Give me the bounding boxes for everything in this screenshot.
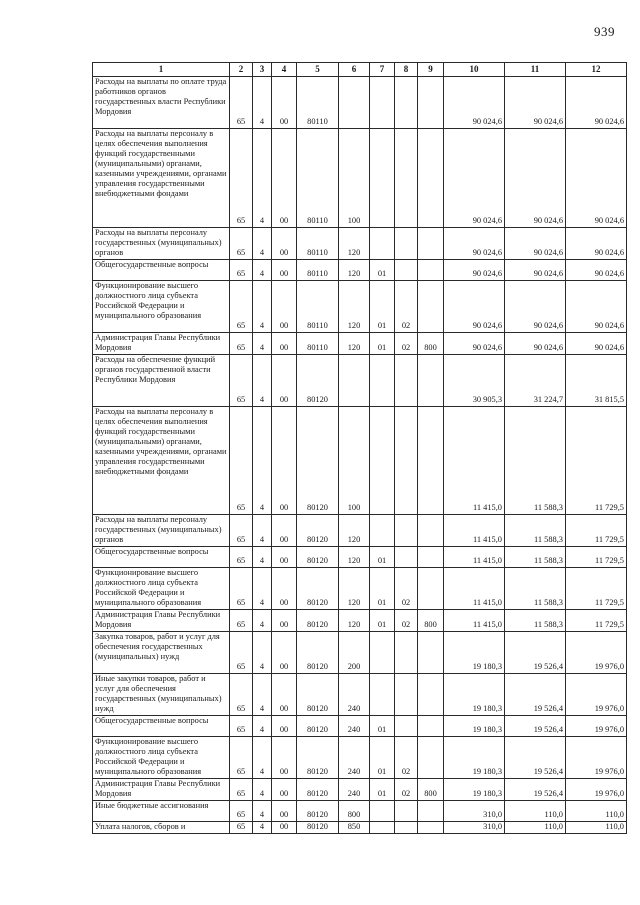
cell-col-6: 120: [339, 333, 370, 355]
cell-col-6: 120: [339, 610, 370, 632]
row-name-cell: [93, 228, 230, 260]
cell-col-2: 65: [230, 547, 253, 568]
cell-col-7: [370, 407, 395, 515]
cell-col-2: 65: [230, 822, 253, 834]
table-row: [93, 407, 627, 515]
cell-col-8: [395, 515, 418, 547]
row-name-cell: [93, 515, 230, 547]
table-row: [93, 260, 627, 281]
cell-col-2: 65: [230, 674, 253, 716]
cell-col-8: [395, 674, 418, 716]
cell-col-11: 90 024,6: [505, 260, 566, 281]
cell-col-4: 00: [272, 547, 297, 568]
cell-col-11: 31 224,7: [505, 355, 566, 407]
row-name-cell: [93, 801, 230, 822]
cell-col-10: 90 024,6: [444, 77, 505, 129]
cell-col-6: 120: [339, 547, 370, 568]
cell-col-4: 00: [272, 632, 297, 674]
cell-col-6: 100: [339, 129, 370, 228]
cell-col-9: 800: [418, 779, 444, 801]
cell-col-9: [418, 355, 444, 407]
page-number: 939: [594, 24, 615, 39]
cell-col-2: 65: [230, 779, 253, 801]
row-name-cell: [93, 632, 230, 674]
table-row: [93, 77, 627, 129]
cell-col-9: [418, 674, 444, 716]
cell-col-9: 800: [418, 610, 444, 632]
cell-col-12: 90 024,6: [566, 77, 627, 129]
column-header-9: 9: [418, 63, 444, 77]
cell-col-8: 02: [395, 779, 418, 801]
cell-col-4: 00: [272, 260, 297, 281]
cell-col-11: 90 024,6: [505, 228, 566, 260]
cell-col-2: 65: [230, 801, 253, 822]
row-name-text: Уплата налогов, сборов и: [95, 822, 186, 831]
cell-col-5: 80120: [297, 822, 339, 834]
column-header-7: 7: [370, 63, 395, 77]
cell-col-10: 11 415,0: [444, 407, 505, 515]
cell-col-5: 80120: [297, 568, 339, 610]
cell-col-7: 01: [370, 610, 395, 632]
column-header-4: 4: [272, 63, 297, 77]
cell-col-10: 19 180,3: [444, 674, 505, 716]
cell-col-12: 11 729,5: [566, 515, 627, 547]
cell-col-8: [395, 228, 418, 260]
cell-col-3: 4: [253, 407, 272, 515]
cell-col-12: 11 729,5: [566, 568, 627, 610]
cell-col-5: 80120: [297, 716, 339, 737]
budget-table: [92, 62, 627, 834]
row-name-text: Общегосударственные вопросы: [95, 547, 209, 556]
cell-col-11: 110,0: [505, 822, 566, 834]
row-name-text: Администрация Главы Республики Мордовия: [95, 610, 221, 629]
row-name-cell: [93, 333, 230, 355]
cell-col-11: 90 024,6: [505, 281, 566, 333]
cell-col-3: 4: [253, 568, 272, 610]
cell-col-11: 11 588,3: [505, 568, 566, 610]
cell-col-3: 4: [253, 801, 272, 822]
cell-col-4: 00: [272, 568, 297, 610]
cell-col-4: 00: [272, 674, 297, 716]
table-row: [93, 674, 627, 716]
cell-col-11: 19 526,4: [505, 737, 566, 779]
cell-col-2: 65: [230, 737, 253, 779]
cell-col-10: 11 415,0: [444, 515, 505, 547]
cell-col-8: [395, 355, 418, 407]
cell-col-8: 02: [395, 568, 418, 610]
cell-col-6: 100: [339, 407, 370, 515]
cell-col-11: 11 588,3: [505, 547, 566, 568]
column-header-12: 12: [566, 63, 627, 77]
table-row: [93, 779, 627, 801]
cell-col-4: 00: [272, 407, 297, 515]
cell-col-5: 80120: [297, 407, 339, 515]
cell-col-7: 01: [370, 333, 395, 355]
cell-col-11: 110,0: [505, 801, 566, 822]
cell-col-12: 11 729,5: [566, 407, 627, 515]
cell-col-8: [395, 77, 418, 129]
cell-col-9: [418, 515, 444, 547]
row-name-text: Администрация Главы Республики Мордовия: [95, 333, 221, 352]
cell-col-4: 00: [272, 610, 297, 632]
row-name-text: Администрация Главы Республики Мордовия: [95, 779, 221, 798]
cell-col-8: [395, 260, 418, 281]
row-name-cell: [93, 610, 230, 632]
cell-col-10: 19 180,3: [444, 716, 505, 737]
row-name-text: Функционирование высшего должностного лица субъекта Российской Федерации и муниципального образования: [95, 281, 202, 320]
cell-col-4: 00: [272, 822, 297, 834]
table-body: [93, 77, 627, 834]
cell-col-3: 4: [253, 716, 272, 737]
row-name-text: Расходы на обеспечение функций органов государственной власти Республики Мордовия: [95, 355, 216, 384]
cell-col-8: 02: [395, 610, 418, 632]
cell-col-2: 65: [230, 281, 253, 333]
cell-col-2: 65: [230, 716, 253, 737]
cell-col-5: 80120: [297, 610, 339, 632]
cell-col-9: [418, 822, 444, 834]
cell-col-12: 90 024,6: [566, 260, 627, 281]
cell-col-8: [395, 129, 418, 228]
cell-col-12: 19 976,0: [566, 779, 627, 801]
row-name-cell: [93, 822, 230, 834]
cell-col-12: 31 815,5: [566, 355, 627, 407]
cell-col-3: 4: [253, 547, 272, 568]
table-row: [93, 547, 627, 568]
cell-col-12: 19 976,0: [566, 716, 627, 737]
row-name-cell: [93, 355, 230, 407]
cell-col-7: 01: [370, 260, 395, 281]
cell-col-11: 90 024,6: [505, 333, 566, 355]
table-row: [93, 568, 627, 610]
cell-col-8: [395, 632, 418, 674]
cell-col-5: 80110: [297, 228, 339, 260]
column-header-6: 6: [339, 63, 370, 77]
cell-col-5: 80110: [297, 129, 339, 228]
cell-col-7: [370, 632, 395, 674]
cell-col-3: 4: [253, 610, 272, 632]
cell-col-7: 01: [370, 779, 395, 801]
cell-col-5: 80110: [297, 260, 339, 281]
cell-col-4: 00: [272, 801, 297, 822]
cell-col-12: 19 976,0: [566, 632, 627, 674]
row-name-cell: [93, 716, 230, 737]
cell-col-3: 4: [253, 674, 272, 716]
cell-col-5: 80120: [297, 674, 339, 716]
column-header-8: 8: [395, 63, 418, 77]
cell-col-2: 65: [230, 77, 253, 129]
row-name-cell: [93, 674, 230, 716]
cell-col-7: [370, 822, 395, 834]
row-name-text: Расходы на выплаты персоналу в целях обеспечения выполнения функций государственными (муниципальными) органами, казенными учреждениями, органами управления государственными внебюджетными фондами: [95, 407, 227, 476]
cell-col-5: 80120: [297, 801, 339, 822]
cell-col-9: [418, 228, 444, 260]
cell-col-9: [418, 568, 444, 610]
row-name-text: Расходы на выплаты персоналу государственных (муниципальных) органов: [95, 228, 222, 257]
cell-col-6: 850: [339, 822, 370, 834]
cell-col-4: 00: [272, 281, 297, 333]
cell-col-7: 01: [370, 568, 395, 610]
row-name-cell: [93, 779, 230, 801]
cell-col-4: 00: [272, 129, 297, 228]
cell-col-9: [418, 801, 444, 822]
cell-col-9: [418, 716, 444, 737]
cell-col-8: [395, 547, 418, 568]
cell-col-10: 90 024,6: [444, 260, 505, 281]
cell-col-9: 800: [418, 333, 444, 355]
table-header-row: [93, 63, 627, 77]
cell-col-4: 00: [272, 779, 297, 801]
cell-col-10: 310,0: [444, 801, 505, 822]
row-name-cell: [93, 77, 230, 129]
cell-col-6: 240: [339, 779, 370, 801]
cell-col-3: 4: [253, 228, 272, 260]
cell-col-5: 80110: [297, 333, 339, 355]
table-row: [93, 129, 627, 228]
cell-col-11: 19 526,4: [505, 674, 566, 716]
cell-col-3: 4: [253, 260, 272, 281]
row-name-text: Закупка товаров, работ и услуг для обеспечения государственных (муниципальных) нужд: [95, 632, 220, 661]
row-name-text: Расходы на выплаты персоналу в целях обеспечения выполнения функций государственными (муниципальными) органами, казенными учреждениями, органами управления государственными внебюджетными фондами: [95, 129, 227, 198]
cell-col-8: 02: [395, 737, 418, 779]
cell-col-5: 80120: [297, 737, 339, 779]
cell-col-6: 240: [339, 716, 370, 737]
cell-col-3: 4: [253, 77, 272, 129]
column-header-5: 5: [297, 63, 339, 77]
cell-col-5: 80110: [297, 77, 339, 129]
table-row: [93, 716, 627, 737]
row-name-text: Функционирование высшего должностного лица субъекта Российской Федерации и муниципального образования: [95, 568, 202, 607]
cell-col-7: [370, 355, 395, 407]
cell-col-3: 4: [253, 281, 272, 333]
row-name-text: Общегосударственные вопросы: [95, 260, 209, 269]
row-name-text: Общегосударственные вопросы: [95, 716, 209, 725]
cell-col-5: 80120: [297, 632, 339, 674]
cell-col-12: 90 024,6: [566, 228, 627, 260]
table-row: [93, 355, 627, 407]
cell-col-6: [339, 77, 370, 129]
cell-col-4: 00: [272, 228, 297, 260]
cell-col-3: 4: [253, 822, 272, 834]
table-row: [93, 822, 627, 834]
cell-col-7: 01: [370, 547, 395, 568]
cell-col-7: [370, 77, 395, 129]
cell-col-6: 240: [339, 674, 370, 716]
cell-col-2: 65: [230, 632, 253, 674]
cell-col-12: 90 024,6: [566, 333, 627, 355]
cell-col-5: 80120: [297, 355, 339, 407]
cell-col-11: 19 526,4: [505, 779, 566, 801]
cell-col-2: 65: [230, 129, 253, 228]
cell-col-8: 02: [395, 281, 418, 333]
cell-col-7: 01: [370, 281, 395, 333]
cell-col-12: 19 976,0: [566, 674, 627, 716]
cell-col-6: 120: [339, 568, 370, 610]
column-header-10: 10: [444, 63, 505, 77]
cell-col-12: 90 024,6: [566, 281, 627, 333]
cell-col-11: 11 588,3: [505, 407, 566, 515]
cell-col-2: 65: [230, 515, 253, 547]
cell-col-6: 120: [339, 260, 370, 281]
column-header-2: 2: [230, 63, 253, 77]
cell-col-11: 90 024,6: [505, 77, 566, 129]
cell-col-6: 800: [339, 801, 370, 822]
cell-col-4: 00: [272, 333, 297, 355]
cell-col-9: [418, 737, 444, 779]
table-row: [93, 281, 627, 333]
cell-col-10: 11 415,0: [444, 547, 505, 568]
cell-col-9: [418, 632, 444, 674]
cell-col-10: 11 415,0: [444, 568, 505, 610]
row-name-cell: [93, 568, 230, 610]
table-row: [93, 610, 627, 632]
cell-col-5: 80120: [297, 547, 339, 568]
cell-col-12: 11 729,5: [566, 547, 627, 568]
table-row: [93, 333, 627, 355]
cell-col-6: 120: [339, 281, 370, 333]
cell-col-2: 65: [230, 228, 253, 260]
cell-col-9: [418, 129, 444, 228]
cell-col-10: 19 180,3: [444, 737, 505, 779]
cell-col-6: [339, 355, 370, 407]
table-row: [93, 515, 627, 547]
cell-col-7: [370, 674, 395, 716]
cell-col-2: 65: [230, 568, 253, 610]
row-name-text: Иные бюджетные ассигнования: [95, 801, 209, 810]
row-name-cell: [93, 260, 230, 281]
cell-col-3: 4: [253, 333, 272, 355]
table-row: [93, 801, 627, 822]
cell-col-10: 19 180,3: [444, 779, 505, 801]
cell-col-2: 65: [230, 610, 253, 632]
cell-col-6: 240: [339, 737, 370, 779]
cell-col-4: 00: [272, 737, 297, 779]
cell-col-3: 4: [253, 632, 272, 674]
cell-col-11: 19 526,4: [505, 632, 566, 674]
column-header-11: 11: [505, 63, 566, 77]
cell-col-6: 120: [339, 228, 370, 260]
cell-col-8: [395, 716, 418, 737]
row-name-text: Расходы на выплаты персоналу государственных (муниципальных) органов: [95, 515, 222, 544]
cell-col-10: 30 905,3: [444, 355, 505, 407]
cell-col-8: [395, 801, 418, 822]
cell-col-10: 90 024,6: [444, 333, 505, 355]
cell-col-11: 19 526,4: [505, 716, 566, 737]
cell-col-3: 4: [253, 355, 272, 407]
cell-col-10: 90 024,6: [444, 129, 505, 228]
cell-col-5: 80120: [297, 515, 339, 547]
cell-col-12: 19 976,0: [566, 737, 627, 779]
cell-col-9: [418, 407, 444, 515]
cell-col-10: 90 024,6: [444, 281, 505, 333]
row-name-text: Иные закупки товаров, работ и услуг для обеспечения государственных (муниципальных) нужд: [95, 674, 222, 713]
cell-col-7: 01: [370, 716, 395, 737]
column-header-3: 3: [253, 63, 272, 77]
cell-col-4: 00: [272, 716, 297, 737]
cell-col-10: 19 180,3: [444, 632, 505, 674]
cell-col-7: [370, 228, 395, 260]
row-name-text: Расходы на выплаты по оплате труда работников органов государственных власти Республики Мордовия: [95, 77, 227, 116]
cell-col-11: 11 588,3: [505, 515, 566, 547]
row-name-cell: [93, 129, 230, 228]
cell-col-3: 4: [253, 129, 272, 228]
cell-col-9: [418, 77, 444, 129]
row-name-cell: [93, 737, 230, 779]
cell-col-11: 11 588,3: [505, 610, 566, 632]
table-row: [93, 228, 627, 260]
cell-col-10: 90 024,6: [444, 228, 505, 260]
cell-col-3: 4: [253, 737, 272, 779]
cell-col-4: 00: [272, 77, 297, 129]
cell-col-8: 02: [395, 333, 418, 355]
cell-col-12: 110,0: [566, 822, 627, 834]
cell-col-11: 90 024,6: [505, 129, 566, 228]
cell-col-4: 00: [272, 355, 297, 407]
row-name-cell: [93, 547, 230, 568]
row-name-cell: [93, 281, 230, 333]
cell-col-2: 65: [230, 260, 253, 281]
cell-col-12: 11 729,5: [566, 610, 627, 632]
cell-col-6: 200: [339, 632, 370, 674]
cell-col-10: 310,0: [444, 822, 505, 834]
cell-col-3: 4: [253, 515, 272, 547]
cell-col-9: [418, 281, 444, 333]
cell-col-12: 90 024,6: [566, 129, 627, 228]
cell-col-7: [370, 801, 395, 822]
row-name-text: Функционирование высшего должностного лица субъекта Российской Федерации и муниципального образования: [95, 737, 202, 776]
cell-col-9: [418, 260, 444, 281]
cell-col-8: [395, 822, 418, 834]
cell-col-3: 4: [253, 779, 272, 801]
cell-col-5: 80120: [297, 779, 339, 801]
cell-col-5: 80110: [297, 281, 339, 333]
cell-col-9: [418, 547, 444, 568]
cell-col-2: 65: [230, 407, 253, 515]
cell-col-2: 65: [230, 333, 253, 355]
table-row: [93, 632, 627, 674]
cell-col-7: [370, 129, 395, 228]
column-header-1: 1: [93, 63, 230, 77]
cell-col-12: 110,0: [566, 801, 627, 822]
cell-col-6: 120: [339, 515, 370, 547]
cell-col-4: 00: [272, 515, 297, 547]
table-row: [93, 737, 627, 779]
cell-col-7: 01: [370, 737, 395, 779]
row-name-cell: [93, 407, 230, 515]
cell-col-2: 65: [230, 355, 253, 407]
cell-col-10: 11 415,0: [444, 610, 505, 632]
cell-col-7: [370, 515, 395, 547]
cell-col-8: [395, 407, 418, 515]
